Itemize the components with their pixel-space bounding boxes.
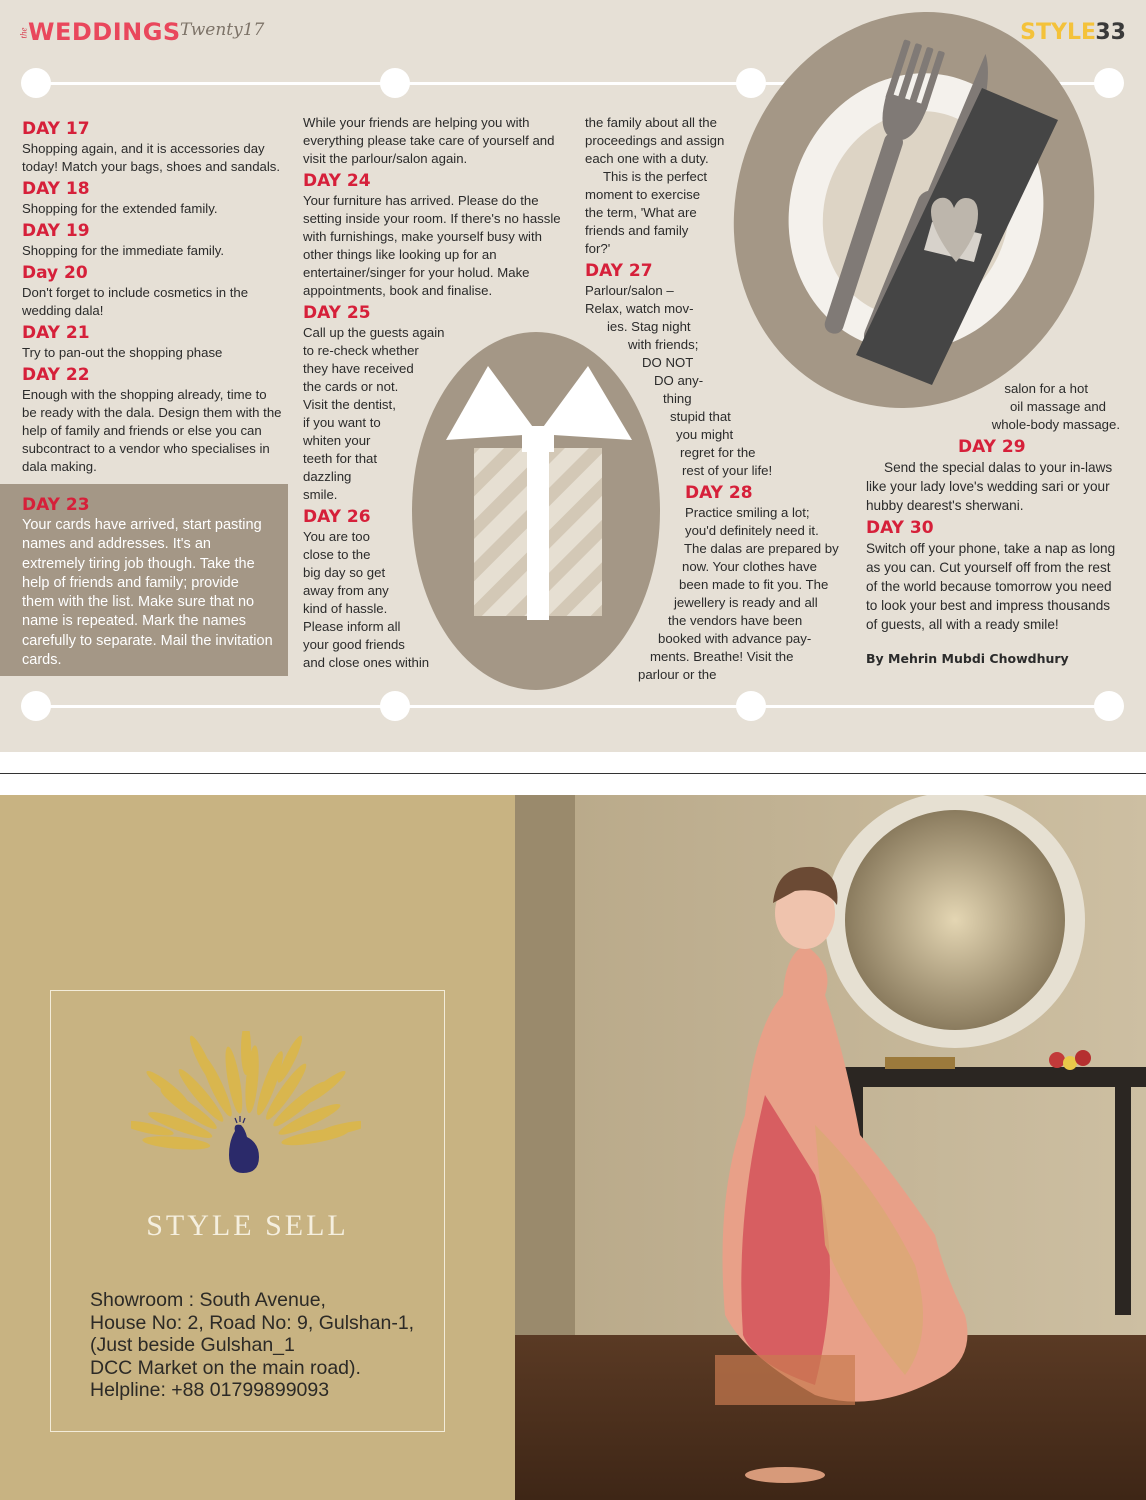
entry-day-19 [22,220,284,260]
text-line: Practice smiling a lot; [685,505,810,520]
showroom-address [90,1289,414,1402]
day-heading: DAY 25 [303,303,371,323]
entry-day-18 [22,178,284,218]
masthead-prefix: the [18,27,29,39]
day-heading: DAY 27 [585,261,653,281]
address-line: Showroom : South Avenue, [90,1289,326,1311]
text-line: if you want to [303,415,381,430]
day-heading: DAY 17 [22,119,90,139]
rail-dot [21,68,51,98]
day-heading: Day 20 [22,263,88,283]
text-line: the family about all the [585,115,717,130]
peacock-logo [131,1031,361,1201]
day-heading: DAY 18 [22,179,90,199]
text-line: teeth for that [303,451,378,466]
text-line: booked with advance pay- [658,631,812,646]
text-line: friends and family [585,223,689,238]
rail-dot [736,691,766,721]
entry-day-21 [22,322,284,362]
day-text: Your cards have arrived, start pasting names and addresses. It's an extremely tiring job though. Take the help of friends and family; provide them with the list. Make sure that no name is repeated. Mark the names carefully to separate. Mail the invitation cards. [22,517,273,669]
masthead-subtitle: Twenty17 [180,20,265,40]
text-line: kind of hassle. [303,601,388,616]
day-26-lines [303,528,565,672]
day-23-highlight-box [0,484,288,676]
day-text: Don't forget to include cosmetics in the wedding dala! [22,285,249,318]
day-heading: DAY 28 [685,483,753,503]
bride-photo [515,795,1146,1500]
day-heading: DAY 26 [303,507,371,527]
masthead-title: WEDDINGS [28,18,181,46]
text-line: close to the [303,547,371,562]
entry-day-22 [22,364,284,476]
text-line: The dalas are prepared by [684,541,839,556]
day-heading: DAY 30 [866,518,934,538]
day-text: Shopping for the immediate family. [22,243,225,258]
text-line: thing [663,391,692,406]
text-line: Please inform all [303,619,401,634]
column-1 [22,116,284,476]
column-2 [303,114,565,672]
page-number: 33 [1095,20,1126,45]
column-3 [585,114,855,684]
column-4 [866,380,1120,668]
rail-dot [21,691,51,721]
text-line: rest of your life! [682,463,773,478]
day-heading: DAY 21 [22,323,90,343]
text-line: parlour or the [638,667,717,682]
day-heading: DAY 23 [22,495,90,515]
text-line: been made to fit you. The [679,577,829,592]
entry-day-17 [22,118,284,176]
brand-name: STYLE SELL [146,1209,349,1242]
text-line: the vendors have been [668,613,803,628]
text-line: away from any [303,583,389,598]
text-line: Visit the dentist, [303,397,396,412]
text-line: you'd definitely need it. [685,523,819,538]
text-line: they have received [303,361,414,376]
text-line: Call up the guests again [303,325,445,340]
text-line: moment to exercise [585,187,701,202]
text-line: big day so get [303,565,386,580]
day-heading: DAY 29 [958,437,1026,457]
text-line: your good friends [303,637,405,652]
text-line: This is the perfect [603,169,708,184]
address-line: (Just beside Gulshan_1 [90,1334,295,1356]
text-line: smile. [303,487,338,502]
text-line: proceedings and assign [585,133,725,148]
text-line: salon for a hot [1004,381,1088,396]
text-line: whole-body massage. [991,417,1120,432]
day-text: Switch off your phone, take a nap as long as you can. Cut yourself off from the rest of the world because tomorrow you need to look your best and impress thousands of guests, all with a ready smile! [866,541,1116,632]
text-line: dazzling [303,469,352,484]
intro-text: While your friends are helping you with everything please take care of yourself and visit the parlour/salon again. [303,115,555,166]
section-label: STYLE [1020,20,1096,45]
text-line: you might [676,427,734,442]
address-line: House No: 2, Road No: 9, Gulshan-1, [90,1311,415,1334]
address-line: Helpline: +88 01799899093 [90,1379,330,1401]
author-byline: By Mehrin Mubdi Chowdhury [866,651,1069,666]
day-25-lines [303,324,565,504]
text-line: now. Your clothes have [682,559,817,574]
page-divider [0,773,1146,774]
day-text: Shopping again, and it is accessories day today! Match your bags, shoes and sandals. [22,141,281,174]
rail-dot [380,68,410,98]
text-line: to re-check whether [303,343,419,358]
day-text: Try to pan-out the shopping phase [22,345,223,360]
text-line: jewellery is ready and all [674,595,818,610]
text-line: regret for the [680,445,756,460]
text-line: with friends; [628,337,699,352]
day-heading: DAY 22 [22,365,90,385]
day-text: Send the special dalas to your in-laws like your lady love's wedding sari or your hubby dearest's sherwani. [866,460,1113,513]
text-line: for?' [585,241,611,256]
text-line: DO NOT [642,355,694,370]
text-line: each one with a duty. [585,151,709,166]
text-line: DO any- [654,373,704,388]
text-line: Parlour/salon – [585,283,674,298]
text-line: ments. Breathe! Visit the [650,649,794,664]
text-line: the term, 'What are [585,205,697,220]
rail-dot [1094,691,1124,721]
ad-frame [50,990,445,1432]
bottom-rail [36,705,1110,708]
text-line: stupid that [670,409,731,424]
day-text: Enough with the shopping already, time to be ready with the dala. Design them with the help of family and friends or else you can subcontract to a vendor who specialises in dala making. [22,387,282,474]
address-line: DCC Market on the main road). [90,1356,361,1379]
text-line: Relax, watch mov- [585,301,694,316]
day-text: Shopping for the extended family. [22,201,218,216]
rail-dot [380,691,410,721]
text-line: and close ones within [303,655,430,670]
text-line: whiten your [303,433,371,448]
text-line: ies. Stag night [607,319,691,334]
day-text: Your furniture has arrived. Please do the setting inside your room. If there's no hassle with furnishings, make yourself busy with other things like looking up for an entertainer/singer for your holud. Make appointments, book and finalise. [303,193,561,298]
text-line: oil massage and [1009,399,1106,414]
day-heading: DAY 19 [22,221,90,241]
text-line: the cards or not. [303,379,399,394]
day-heading: DAY 24 [303,171,371,191]
text-line: You are too [303,529,370,544]
entry-day-20 [22,262,284,320]
